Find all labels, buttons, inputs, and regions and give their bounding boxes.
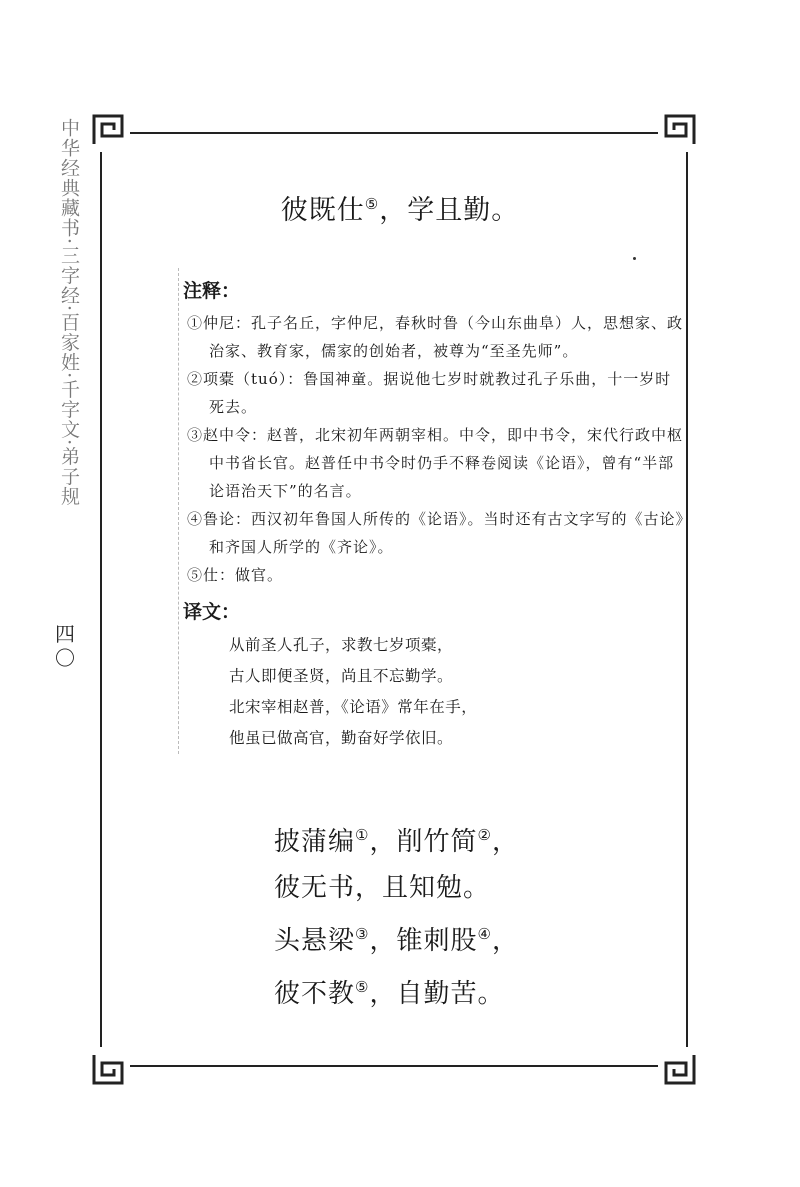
- footnote-mark: ⑤: [355, 978, 370, 996]
- translation-line: 他虽已做高官，勤奋好学依旧。: [229, 729, 454, 747]
- translation-body: [187, 630, 687, 754]
- verse-heading-tail: ，学且勤。: [379, 195, 520, 226]
- footnote-mark: ③: [355, 925, 370, 943]
- footnote-mark: ②: [477, 826, 492, 844]
- note-item: ①仲尼：孔子名丘，字仲尼，春秋时鲁（今山东曲阜）人，思想家、政治家、教育家，儒家的创始者，被尊为“至圣先师”。: [187, 314, 684, 360]
- verse-heading-text: 彼既仕: [280, 195, 365, 226]
- corner-ornament-icon: [662, 1051, 698, 1087]
- note-item: ②项橐（tuó）：鲁国神童。据说他七岁时就教过孔子乐曲，十一岁时死去。: [187, 370, 672, 416]
- corner-ornament-icon: [90, 1051, 126, 1087]
- page-number: 四〇: [55, 622, 75, 670]
- translation-title: 译文：: [183, 601, 241, 623]
- notes-title: 注释：: [183, 280, 241, 302]
- border-left: [100, 152, 102, 1047]
- corner-ornament-icon: [662, 112, 698, 148]
- footnote-mark: ①: [355, 826, 370, 844]
- verse-line: 彼不教⑤，自勤苦。: [274, 978, 505, 1009]
- corner-ornament-icon: [90, 112, 126, 148]
- footnote-mark: ⑤: [364, 195, 380, 213]
- translation-line: 北宋宰相赵普，《论语》常年在手，: [229, 698, 478, 716]
- verse-line: 头悬梁③，锥刺股④，: [274, 925, 519, 956]
- verse-line: 彼无书，且知勉。: [274, 873, 491, 903]
- verse-heading: [0, 188, 800, 227]
- translation-line: 古人即便圣贤，尚且不忘勤学。: [229, 667, 454, 685]
- annotations-section: [178, 268, 687, 754]
- translation-line: 从前圣人孔子，求教七岁项橐，: [229, 636, 454, 654]
- note-item: ④鲁论：西汉初年鲁国人所传的《论语》。当时还有古文字写的《古论》和齐国人所学的《齐论》。: [187, 510, 685, 556]
- note-item: ③赵中令：赵普，北宋初年两朝宰相。中令，即中书令，宋代行政中枢中书省长官。赵普任中书令时仍手不释卷阅读《论语》，曾有“半部论语治天下”的名言。: [187, 426, 684, 500]
- footnote-mark: ④: [477, 925, 492, 943]
- border-bottom: [130, 1065, 658, 1067]
- border-top: [130, 132, 658, 134]
- speck: [633, 257, 636, 260]
- verse-block: [274, 812, 519, 1017]
- note-item: ⑤仕：做官。: [187, 566, 284, 584]
- running-title: 中华经典藏书·三字经·百家姓·千字文·弟子规: [58, 118, 80, 507]
- verse-line: 披蒲编①，削竹简②，: [274, 826, 519, 857]
